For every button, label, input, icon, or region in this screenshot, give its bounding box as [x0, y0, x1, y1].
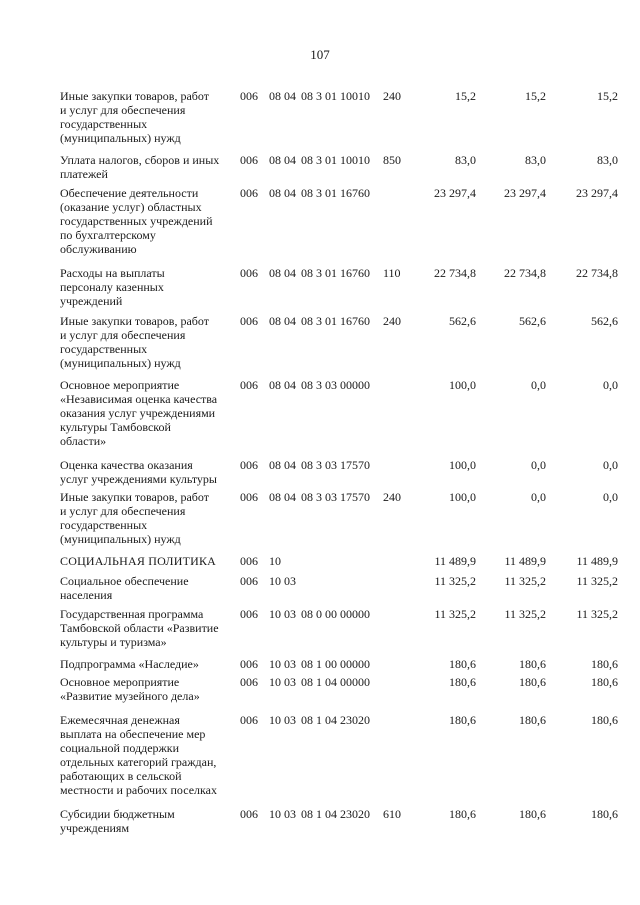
amount-2022: 100,0 [449, 458, 476, 472]
article-code: 08 1 04 23020 [301, 807, 370, 821]
amount-2022: 100,0 [449, 378, 476, 392]
row-name: Основное мероприятие «Развитие музейного дела» [60, 675, 200, 703]
ministry-code: 006 [240, 807, 258, 821]
amount-2024: 23 297,4 [576, 186, 618, 200]
article-code: 08 3 01 10010 [301, 153, 370, 167]
amount-2023: 562,6 [519, 314, 546, 328]
article-code: 08 3 01 16760 [301, 266, 370, 280]
row-name: Расходы на выплаты персоналу казенных учреждений [60, 266, 165, 308]
amount-2022: 15,2 [455, 89, 476, 103]
amount-2022: 11 489,9 [434, 554, 476, 568]
section-code: 08 04 [269, 314, 296, 328]
amount-2023: 0,0 [531, 490, 546, 504]
section-code: 08 04 [269, 490, 296, 504]
section-code: 08 04 [269, 378, 296, 392]
row-name: Оценка качества оказания услуг учреждениями культуры [60, 458, 217, 486]
ministry-code: 006 [240, 490, 258, 504]
row-name: Основное мероприятие «Независимая оценка качества оказания услуг учреждениями культуры Тамбовской области» [60, 378, 218, 448]
page-number: 107 [310, 47, 330, 62]
amount-2023: 11 325,2 [504, 574, 546, 588]
amount-2023: 0,0 [531, 378, 546, 392]
ministry-code: 006 [240, 675, 258, 689]
amount-2022: 11 325,2 [434, 574, 476, 588]
ministry-code: 006 [240, 89, 258, 103]
expense-type-code: 610 [383, 807, 401, 821]
amount-2024: 180,6 [591, 713, 618, 727]
amount-2022: 100,0 [449, 490, 476, 504]
row-name: Государственная программа Тамбовской области «Развитие культуры и туризма» [60, 607, 219, 649]
ministry-code: 006 [240, 657, 258, 671]
section-code: 08 04 [269, 89, 296, 103]
article-code: 08 3 01 10010 [301, 89, 370, 103]
amount-2022: 180,6 [449, 713, 476, 727]
expense-type-code: 240 [383, 89, 401, 103]
article-code: 08 1 04 23020 [301, 713, 370, 727]
ministry-code: 006 [240, 378, 258, 392]
amount-2023: 180,6 [519, 807, 546, 821]
amount-2023: 11 325,2 [504, 607, 546, 621]
ministry-code: 006 [240, 458, 258, 472]
row-name: СОЦИАЛЬНАЯ ПОЛИТИКА [60, 554, 217, 568]
ministry-code: 006 [240, 574, 258, 588]
amount-2024: 22 734,8 [576, 266, 618, 280]
section-code: 08 04 [269, 266, 296, 280]
row-name: Социальное обеспечение населения [60, 574, 189, 602]
amount-2022: 180,6 [449, 807, 476, 821]
row-name: Уплата налогов, сборов и иных платежей [60, 153, 220, 181]
article-code: 08 0 00 00000 [301, 607, 370, 621]
expense-type-code: 240 [383, 490, 401, 504]
article-code: 08 3 01 16760 [301, 314, 370, 328]
amount-2022: 562,6 [449, 314, 476, 328]
amount-2023: 11 489,9 [504, 554, 546, 568]
row-name: Иные закупки товаров, работ и услуг для обеспечения государственных (муниципальных) нужд [60, 490, 209, 546]
amount-2024: 11 325,2 [576, 607, 618, 621]
amount-2024: 11 489,9 [576, 554, 618, 568]
article-code: 08 3 03 17570 [301, 490, 370, 504]
amount-2024: 562,6 [591, 314, 618, 328]
article-code: 08 3 01 16760 [301, 186, 370, 200]
article-code: 08 1 04 00000 [301, 675, 370, 689]
expense-type-code: 850 [383, 153, 401, 167]
amount-2024: 0,0 [603, 490, 618, 504]
section-code: 10 03 [269, 607, 296, 621]
expense-type-code: 240 [383, 314, 401, 328]
amount-2024: 0,0 [603, 458, 618, 472]
section-code: 10 03 [269, 657, 296, 671]
amount-2024: 83,0 [597, 153, 618, 167]
row-name: Обеспечение деятельности (оказание услуг) областных государственных учреждений по бухгалтерскому обслуживанию [60, 186, 213, 256]
section-code: 08 04 [269, 458, 296, 472]
section-code: 10 03 [269, 713, 296, 727]
section-code: 08 04 [269, 153, 296, 167]
ministry-code: 006 [240, 153, 258, 167]
section-code: 10 [269, 554, 281, 568]
amount-2023: 180,6 [519, 675, 546, 689]
amount-2024: 11 325,2 [576, 574, 618, 588]
amount-2023: 23 297,4 [504, 186, 546, 200]
article-code: 08 3 03 00000 [301, 378, 370, 392]
amount-2024: 180,6 [591, 807, 618, 821]
section-code: 08 04 [269, 186, 296, 200]
row-name: Иные закупки товаров, работ и услуг для обеспечения государственных (муниципальных) нужд [60, 89, 209, 145]
amount-2023: 15,2 [525, 89, 546, 103]
amount-2023: 180,6 [519, 713, 546, 727]
amount-2022: 180,6 [449, 675, 476, 689]
row-name: Иные закупки товаров, работ и услуг для обеспечения государственных (муниципальных) нужд [60, 314, 209, 370]
amount-2023: 22 734,8 [504, 266, 546, 280]
amount-2024: 15,2 [597, 89, 618, 103]
amount-2022: 180,6 [449, 657, 476, 671]
article-code: 08 3 03 17570 [301, 458, 370, 472]
amount-2024: 0,0 [603, 378, 618, 392]
row-name: Подпрограмма «Наследие» [60, 657, 199, 671]
amount-2022: 23 297,4 [434, 186, 476, 200]
amount-2023: 0,0 [531, 458, 546, 472]
amount-2023: 180,6 [519, 657, 546, 671]
amount-2022: 11 325,2 [434, 607, 476, 621]
amount-2024: 180,6 [591, 657, 618, 671]
row-name: Субсидии бюджетным учреждениям [60, 807, 175, 835]
ministry-code: 006 [240, 266, 258, 280]
ministry-code: 006 [240, 314, 258, 328]
ministry-code: 006 [240, 554, 258, 568]
ministry-code: 006 [240, 186, 258, 200]
article-code: 08 1 00 00000 [301, 657, 370, 671]
row-name: Ежемесячная денежная выплата на обеспечение мер социальной поддержки отдельных категорий граждан, работающих в сельской местности и рабочих поселках [60, 713, 217, 797]
amount-2024: 180,6 [591, 675, 618, 689]
amount-2022: 22 734,8 [434, 266, 476, 280]
expense-type-code: 110 [383, 266, 401, 280]
ministry-code: 006 [240, 713, 258, 727]
section-code: 10 03 [269, 574, 296, 588]
amount-2022: 83,0 [455, 153, 476, 167]
section-code: 10 03 [269, 675, 296, 689]
amount-2023: 83,0 [525, 153, 546, 167]
ministry-code: 006 [240, 607, 258, 621]
section-code: 10 03 [269, 807, 296, 821]
